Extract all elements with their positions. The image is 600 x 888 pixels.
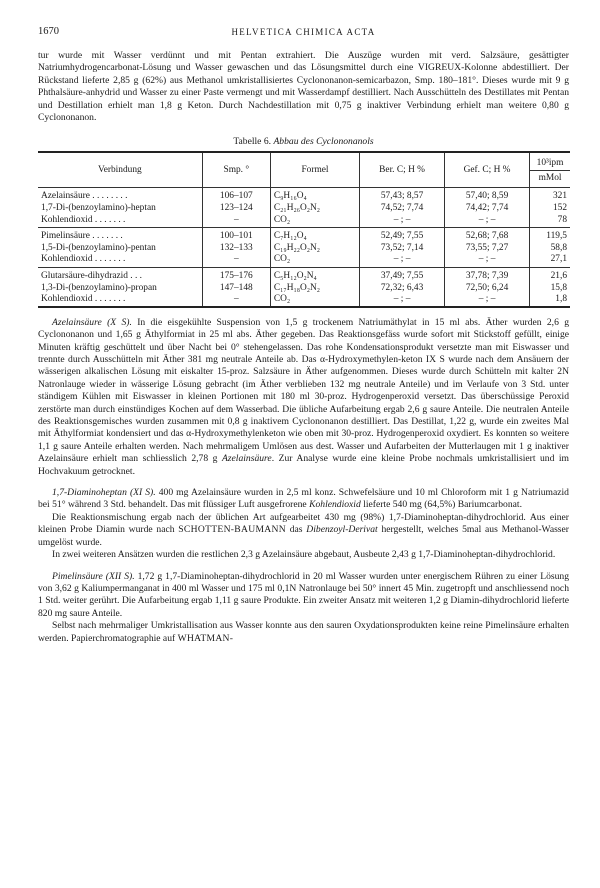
- cell-formula: C₁₉H₂₂O₂N₂: [270, 243, 359, 255]
- table-row: [38, 243, 570, 255]
- cell-formula: CO₂: [270, 215, 359, 228]
- cell-ipm: 321: [530, 188, 570, 203]
- cell-mp: 123–124: [202, 203, 270, 215]
- cell-compound: Kohlendioxid . . . . . . .: [38, 294, 202, 307]
- cell-formula: C₂₁H₂₆O₂N₂: [270, 203, 359, 215]
- cell-calc: – ; –: [360, 254, 445, 267]
- section-ref: (XI S).: [129, 487, 156, 499]
- last-text: Selbst nach mehrmaliger Umkristallisation aus Wasser konnte aus den sauren Oxydationsprodukten keine reine Pimelinsäure erhalten werden. Papierchromatographie auf: [38, 620, 569, 644]
- cell-mp: 106–107: [202, 188, 270, 203]
- reaction-text: Die Reaktionsmischung ergab nach der üblichen Art aufgearbeitet 430 mg (98%) 1,7-Diaminoheptan-dihydrochlorid. Aus einer kleinen Probe Diamin wurde nach: [38, 511, 569, 536]
- cell-mp: –: [202, 215, 270, 228]
- cell-mp: 175–176: [202, 268, 270, 283]
- page: [38, 26, 569, 645]
- cell-ipm: 27,1: [530, 254, 570, 267]
- section-pimelinsaeure: [38, 571, 569, 621]
- cell-found: 74,42; 7,74: [445, 203, 530, 215]
- cell-found: – ; –: [445, 254, 530, 267]
- cell-ipm: 58,8: [530, 243, 570, 255]
- cell-calc: 37,49; 7,55: [360, 268, 445, 283]
- cell-ipm: 1,8: [530, 294, 570, 307]
- cell-formula: C₉H₁₆O₄: [270, 188, 359, 203]
- reaction-text-2: das: [289, 524, 303, 536]
- section-diaminoheptan: [38, 487, 569, 512]
- section-emphasis: Kohlendioxid: [309, 499, 361, 511]
- col-found: Gef. C; H %: [445, 152, 530, 188]
- table-caption: [38, 136, 569, 147]
- author-name: WHATMAN-: [177, 632, 234, 644]
- cell-calc: 52,49; 7,55: [360, 228, 445, 243]
- reaction-emphasis: Dibenzoyl-Derivat: [306, 524, 378, 536]
- table-row: [38, 203, 570, 215]
- cell-calc: 73,52; 7,14: [360, 243, 445, 255]
- cell-mp: 100–101: [202, 228, 270, 243]
- section-heading: Pimelinsäure: [52, 570, 103, 582]
- paragraph-reaction-mixture: [38, 512, 569, 549]
- col-calc: Ber. C; H %: [360, 152, 445, 188]
- table-caption-prefix: Tabelle 6.: [233, 136, 272, 148]
- section-ref: (X S).: [107, 316, 132, 328]
- cell-compound: 1,5-Di-(benzoylamino)-pentan: [41, 242, 156, 253]
- cell-mp: –: [202, 254, 270, 267]
- cell-formula: C₇H₁₂O₄: [270, 228, 359, 243]
- col-ipm-bottom: mMol: [538, 172, 562, 183]
- table-row: [38, 228, 570, 243]
- cell-compound: Kohlendioxid . . . . . . .: [38, 254, 202, 267]
- page-header: [38, 26, 569, 40]
- section-text: 400 mg Azelainsäure wurden in 2,5 ml konz. Schwefelsäure und 10 ml Chloroform mit 1 g Natriumazid bei 51° während 3 Std. behandelt. Das mit flüssiger Luft ausgefrorene: [38, 487, 569, 511]
- cell-compound: 1,7-Di-(benzoylamino)-heptan: [41, 203, 156, 214]
- col-ipm-top: 10³ipm: [530, 158, 570, 171]
- section-text: In die eisgekühlte Suspension von 1,5 g trockenem Natriumäthylat in 15 ml abs. Äther wurden 2,6 g Cyclononanon und 1,65 g Äthylformiat in 25 ml abs. Äther gegeben. Das Reaktionsgefäss wurde sofort mit Stickstoff gefüllt, einige Minuten kräftig geschüttelt und über Nacht bei 0° stehengelassen. Das rohe Kondensationsprodukt versetzte man mit Eiswasser und trennte durch Ausschütteln mit Äther 381 mg neutrale Anteile ab. Das α-Hydroxymethylen-keton IX S wurde nach dem Ansäuern der wässerigen alkalischen Lösung mit eiskalter 15-proz. Salzsäure in Äther aufgenommen. Dieses wurde durch Schütteln mit kalter 2N Natronlauge wieder in wässerige Lösung gebracht (im Äther verblieben 132 mg neutrale Anteile) und im Verlaufe von 3 Std. unter ständigem Kühlen mit Eiswasser in kleinen Portionen mit 180 ml 30-proz. Hydrogenperoxid versetzt. Das überschüssige Peroxid zerstörte man durch einstündiges Kochen auf dem Wasserbad. Die übliche Aufarbeitung ergab 2,6 g saure Anteile. Die neutralen Anteile des Reaktionsgemisches wurden zusammen mit 0,8 g inaktivem Cyclononanon destilliert. Das Destillat, 1,22 g, wurde ein zweites Mal mit Äthylformiat kondensiert und das α-Hydroxymethylenketon wie oben mit 30-proz. Hydrogenperoxid oxydiert. Es konnten so weitere 1,1 g saure Anteile erhalten werden. Nach mehrmaligem Umlösen aus dest. Wasser und Aufarbeiten der Mutterlaugen mit 1 g inaktiver Azelainsäure erhielt man schliesslich 2,78 g: [38, 316, 570, 465]
- cell-calc: 72,32; 6,43: [360, 283, 445, 295]
- section-heading: Azelainsäure: [52, 316, 102, 328]
- cell-formula: CO₂: [270, 294, 359, 307]
- table-row: [38, 283, 570, 295]
- cell-compound: Azelainsäure . . . . . . . .: [41, 191, 128, 202]
- table-row: [38, 188, 570, 203]
- cell-calc: – ; –: [360, 294, 445, 307]
- journal-title: HELVETICA CHIMICA ACTA: [231, 27, 376, 37]
- cell-compound: Kohlendioxid . . . . . . .: [38, 215, 202, 228]
- data-table: [38, 151, 570, 307]
- section-emphasis: Azelainsäure: [221, 453, 272, 465]
- cell-found: 72,50; 6,24: [445, 283, 530, 295]
- author-name: SCHOTTEN-BAUMANN: [178, 524, 286, 536]
- section-text-end: lieferte 540 mg (64,5%) Bariumcarbonat.: [363, 499, 522, 511]
- section-ref: (XII S).: [105, 570, 135, 582]
- reaction-text-3: hergestellt, welches 5mal aus Methanol-Wasser umgelöst wurde.: [38, 524, 569, 548]
- cell-calc: – ; –: [360, 215, 445, 228]
- col-mp: Smp. °: [202, 152, 270, 188]
- col-compound: Verbindung: [97, 165, 142, 176]
- col-formula: Formel: [270, 152, 359, 188]
- cell-found: – ; –: [445, 294, 530, 307]
- cell-found: – ; –: [445, 215, 530, 228]
- cell-ipm: 15,8: [530, 283, 570, 295]
- cell-ipm: 152: [530, 203, 570, 215]
- section-text: 1,72 g 1,7-Diaminoheptan-dihydrochlorid in 20 ml Wasser wurden unter energischem Rühren zu einer Lösung von 3,62 g Kaliumpermanganat in 400 ml Wasser und 175 ml 0,1N Natronlauge bei 50° innert 45 Min. zugetropft und anschliessend noch 1 Std. weiter gerührt. Die Aufarbeitung ergab 1,11 g saure Produkte. Ein zweiter Ansatz mit weiteren 1,2 g Diamin-dihydrochlorid lieferte 820 mg saure Anteile.: [38, 570, 569, 619]
- cell-mp: –: [202, 294, 270, 307]
- col-ipm: [530, 152, 570, 188]
- cell-ipm: 78: [530, 215, 570, 228]
- cell-found: 73,55; 7,27: [445, 243, 530, 255]
- cell-compound: 1,3-Di-(benzoylamino)-propan: [41, 282, 157, 293]
- section-text-end: . Zur Analyse wurde eine kleine Probe nochmals umkristallisiert und im Hochvakuum getrocknet.: [38, 453, 570, 477]
- cell-compound: Glutarsäure-dihydrazid . . .: [41, 271, 143, 281]
- cell-found: 37,78; 7,39: [445, 268, 530, 283]
- cell-calc: 57,43; 8,57: [360, 188, 445, 203]
- paragraph-two-more: In zwei weiteren Ansätzen wurden die restlichen 2,3 g Azelainsäure abgebaut, Ausbeute 2,43 g 1,7-Diaminoheptan-dihydrochlorid.: [52, 549, 556, 561]
- intro-paragraph: tur wurde mit Wasser verdünnt und mit Pentan extrahiert. Die Auszüge wurden mit verd. Salzsäure, gesättigter Natriumhydrogencarbonat-Lösung und Wasser gewaschen und das Lösungsmittel durch eine VIGREUX-Kolonne abdestilliert. Der Rückstand lieferte 2,85 g (62%) aus Methanol umkristallisiertes Cyclononanon-semicarbazon, Smp. 180–181°. Dieses wurde mit 9 g Phthalsäure-anhydrid und Wasser zu einer Paste vermengt und mit Wasserdampf destilliert. Nach Ausschütteln des Destillates mit Pentan und Destillation erhielt man 1,8 g Keton. Durch Nachdestillation mit 0,75 g inaktiver Verbindung erhielt man weitere 0,80 g Cyclononanon.: [38, 50, 569, 124]
- cell-formula: C₅H₁₂O₂N₄: [270, 268, 359, 283]
- section-heading: 1,7-Diaminoheptan: [52, 487, 127, 499]
- cell-found: 52,68; 7,68: [445, 228, 530, 243]
- cell-mp: 132–133: [202, 243, 270, 255]
- section-azelainsaeure: [38, 317, 569, 478]
- cell-mp: 147–148: [202, 283, 270, 295]
- cell-compound: Pimelinsäure . . . . . . .: [41, 231, 123, 242]
- page-number: 1670: [38, 26, 59, 37]
- cell-formula: CO₂: [270, 254, 359, 267]
- table-row: [38, 215, 570, 228]
- cell-formula: C₁₇H₁₈O₂N₂: [270, 283, 359, 295]
- cell-ipm: 21,6: [530, 268, 570, 283]
- table-caption-title: Abbau des Cyclononanols: [273, 136, 374, 148]
- cell-found: 57,40; 8,59: [445, 188, 530, 203]
- paragraph-last: [38, 620, 569, 645]
- table-row: [38, 268, 570, 283]
- cell-calc: 74,52; 7,74: [360, 203, 445, 215]
- table-row: [38, 294, 570, 307]
- table-row: [38, 254, 570, 267]
- cell-ipm: 119,5: [530, 228, 570, 243]
